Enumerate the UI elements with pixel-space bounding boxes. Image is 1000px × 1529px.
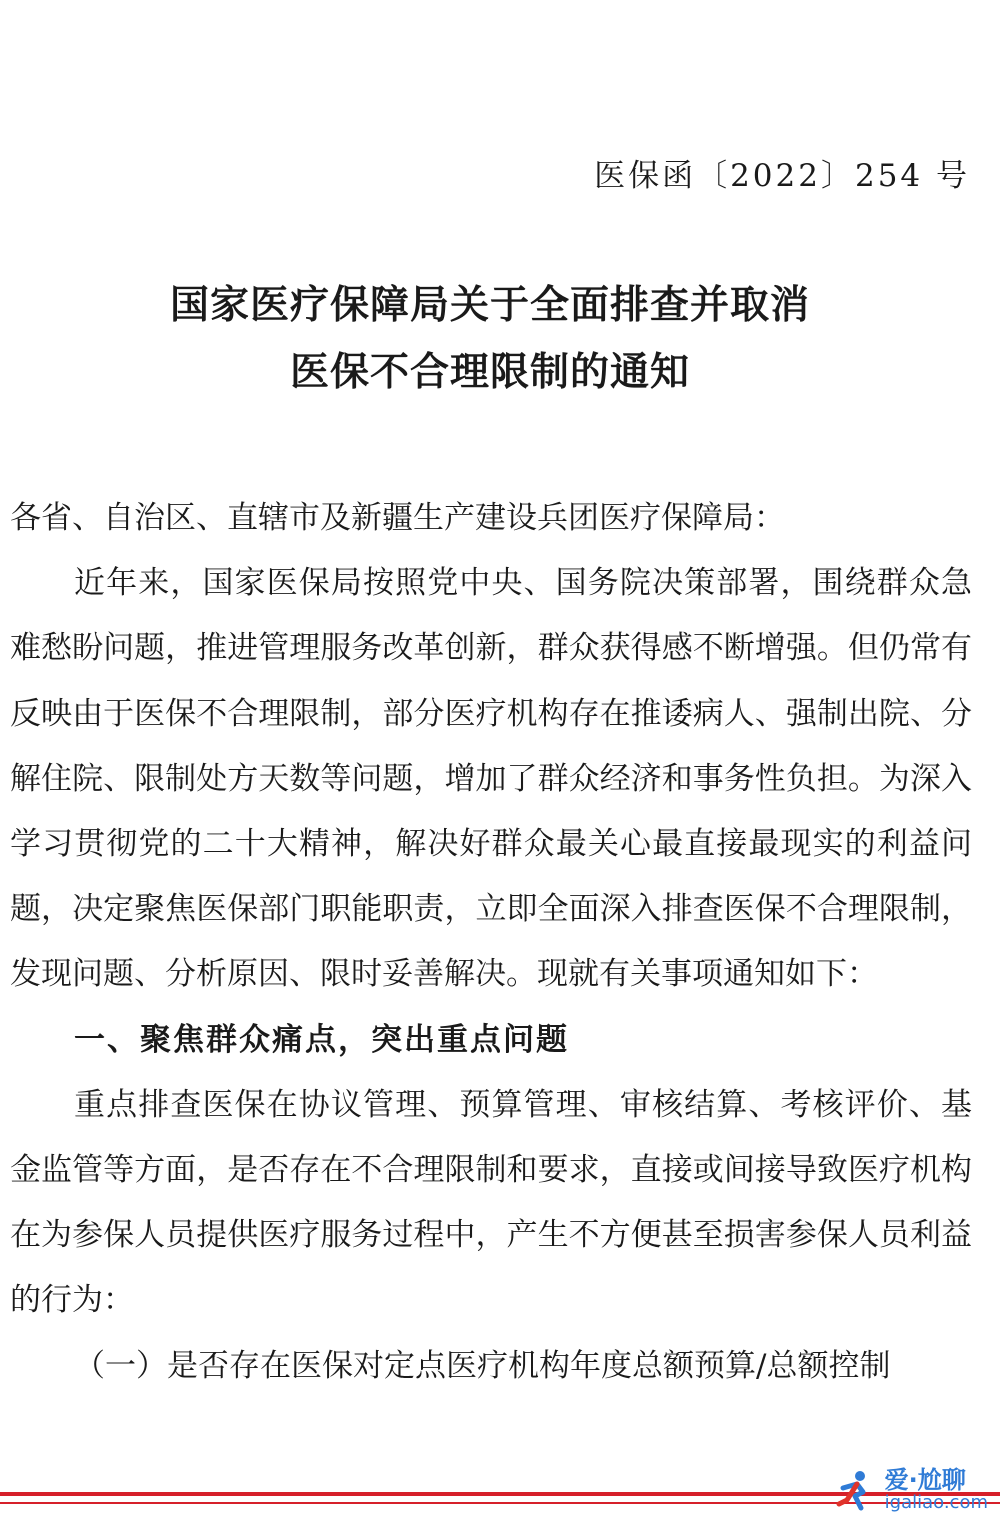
site-watermark: [833, 1467, 988, 1513]
title-line-1: 国家医疗保障局关于全面排查并取消: [169, 283, 810, 328]
document-number: 医保函〔2022〕254 号: [594, 158, 970, 194]
document-title: [0, 272, 980, 406]
watermark-url: igaliao.com: [884, 1492, 988, 1514]
runner-logo-icon: [833, 1468, 877, 1512]
title-line-2: 医保不合理限制的通知: [289, 350, 690, 395]
paragraph-focus: 重点排查医保在协议管理、预算管理、审核结算、考核评价、基金监管等方面，是否存在不合理限制和要求，直接或间接导致医疗机构在为参保人员提供医疗服务过程中，产生不方便甚至损害参保人员利益的行为：: [10, 1086, 972, 1319]
document-body: [10, 486, 972, 1399]
salutation: 各省、自治区、直辖市及新疆生产建设兵团医疗保障局：: [10, 500, 785, 536]
section-heading-1: 一、聚焦群众痛点，突出重点问题: [74, 1021, 569, 1058]
watermark-brand: 爱·尬聊: [884, 1465, 966, 1494]
list-item-1: （一）是否存在医保对定点医疗机构年度总额预算/总额控制: [74, 1347, 891, 1384]
paragraph-intro: 近年来，国家医保局按照党中央、国务院决策部署，围绕群众急难愁盼问题，推进管理服务改革创新，群众获得感不断增强。但仍常有反映由于医保不合理限制，部分医疗机构存在推诿病人、强制出院、分解住院、限制处方天数等问题，增加了群众经济和事务性负担。为深入学习贯彻党的二十大精神，解决好群众最关心最直接最现实的利益问题，决定聚焦医保部门职能职责，立即全面深入排查医保不合理限制，发现问题、分析原因、限时妥善解决。现就有关事项通知如下：: [10, 565, 972, 993]
